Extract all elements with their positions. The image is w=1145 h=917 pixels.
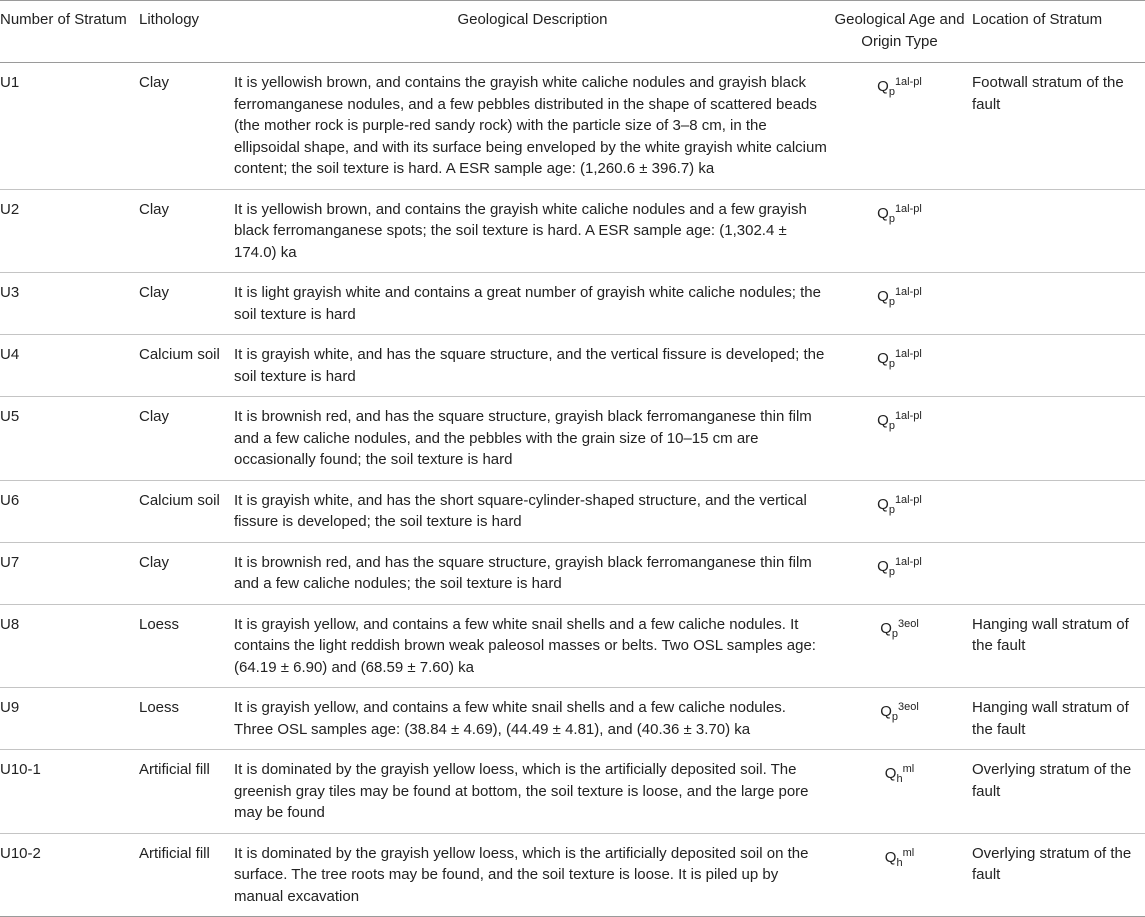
age-symbol [880, 697, 919, 729]
age-subscript: p [888, 212, 895, 225]
location-cell [968, 273, 1145, 335]
age-subscript: p [891, 711, 898, 723]
age-base-letter: Q [877, 412, 889, 429]
age-base-letter: Q [877, 288, 889, 305]
location-cell [968, 335, 1145, 397]
table-row [0, 542, 1145, 604]
age-cell [831, 273, 968, 335]
location-cell: Footwall stratum of the fault [968, 63, 1145, 190]
age-superscript: ml [902, 763, 915, 775]
stratum-number: U2 [0, 189, 137, 273]
age-symbol [885, 843, 914, 875]
header-lithology: Lithology [137, 1, 234, 63]
table-row [0, 480, 1145, 542]
header-age-line1: Geological Age and [834, 11, 965, 28]
header-description: Geological Description [234, 1, 831, 63]
age-superscript: 1al-pl [894, 348, 922, 360]
location-cell [968, 542, 1145, 604]
table-row [0, 604, 1145, 688]
age-superscript: 1al-pl [894, 286, 922, 298]
location-cell: Hanging wall stratum of the fault [968, 688, 1145, 750]
age-subscript: p [888, 420, 895, 432]
description-cell: It is yellowish brown, and contains the grayish white caliche nodules and a few grayish black ferromanganese spots; the soil texture is hard. A ESR sample age: (1,302.4 ± 174.0) ka [234, 189, 831, 273]
age-superscript: 3eol [898, 617, 919, 630]
description-cell: It is yellowish brown, and contains the grayish white caliche nodules and grayish black ferromanganese nodules, and a few pebbles distributed in the shape of scattered beads (the mother rock is purple-red sandy rock) with the particle size of 3–8 cm, in the ellipsoidal shape, and with its surface being enveloped by the white grayish white calcium content; the soil texture is hard. A ESR sample age: (1,260.6 ± 396.7) ka [234, 63, 831, 190]
header-row [0, 1, 1145, 63]
age-subscript: p [888, 358, 895, 370]
lithology-cell: Artificial fill [137, 833, 234, 917]
stratum-number: U10-2 [0, 833, 137, 917]
age-subscript: p [891, 627, 898, 640]
table-row [0, 273, 1145, 335]
age-base-letter: Q [880, 619, 892, 637]
lithology-cell: Loess [137, 688, 234, 750]
age-cell [831, 604, 968, 688]
age-subscript: p [888, 503, 895, 516]
age-subscript: h [896, 773, 903, 785]
stratum-number: U8 [0, 604, 137, 688]
age-symbol [877, 344, 922, 376]
age-symbol [877, 72, 922, 104]
stratum-number: U9 [0, 688, 137, 750]
age-base-letter: Q [884, 765, 897, 782]
age-subscript: h [896, 856, 903, 869]
stratum-number: U1 [0, 63, 137, 190]
header-age [831, 1, 968, 63]
age-cell [831, 335, 968, 397]
table-row [0, 189, 1145, 273]
lithology-cell: Artificial fill [137, 750, 234, 834]
table-row [0, 833, 1145, 917]
age-cell [831, 688, 968, 750]
age-superscript: 1al-pl [894, 76, 922, 88]
age-cell [831, 63, 968, 190]
age-cell [831, 189, 968, 273]
location-cell [968, 480, 1145, 542]
stratum-number: U6 [0, 480, 137, 542]
description-cell: It is brownish red, and has the square structure, grayish black ferromanganese thin film and a few caliche nodules, and the pebbles with the grain size of 10–15 cm are occasionally found; the soil texture is hard [234, 397, 831, 481]
location-cell [968, 397, 1145, 481]
age-symbol [877, 406, 922, 438]
age-subscript: p [888, 296, 895, 308]
age-base-letter: Q [877, 557, 889, 575]
description-cell: It is dominated by the grayish yellow loess, which is the artificially deposited soil on the surface. The tree roots may be found, and the soil texture is loose. It is piled up by manual excavation [234, 833, 831, 917]
stratum-number: U10-1 [0, 750, 137, 834]
age-base-letter: Q [880, 703, 892, 720]
location-cell: Overlying stratum of the fault [968, 750, 1145, 834]
header-age-line2: Origin Type [861, 32, 938, 50]
lithology-cell: Clay [137, 397, 234, 481]
table-body [0, 63, 1145, 917]
age-superscript: 1al-pl [894, 493, 922, 506]
description-cell: It is grayish white, and has the square structure, and the vertical fissure is developed; the soil texture is hard [234, 335, 831, 397]
age-cell [831, 833, 968, 917]
lithology-cell: Loess [137, 604, 234, 688]
age-cell [831, 397, 968, 481]
age-symbol [877, 490, 922, 522]
age-base-letter: Q [884, 848, 897, 866]
age-base-letter: Q [877, 204, 889, 222]
lithology-cell: Clay [137, 542, 234, 604]
lithology-cell: Clay [137, 273, 234, 335]
age-cell [831, 542, 968, 604]
age-superscript: 1al-pl [894, 555, 922, 568]
location-cell [968, 189, 1145, 273]
location-cell: Hanging wall stratum of the fault [968, 604, 1145, 688]
age-base-letter: Q [877, 495, 889, 513]
lithology-cell: Calcium soil [137, 480, 234, 542]
age-subscript: p [888, 86, 895, 98]
age-subscript: p [888, 565, 895, 578]
description-cell: It is light grayish white and contains a great number of grayish white caliche nodules; the soil texture is hard [234, 273, 831, 335]
description-cell: It is grayish yellow, and contains a few white snail shells and a few caliche nodules. It contains the light reddish brown weak paleosol masses or belts. Two OSL samples age: (64.19 ± 6.90) and (68.59 ± 7.60) ka [234, 604, 831, 688]
age-superscript: 1al-pl [894, 410, 922, 422]
age-base-letter: Q [877, 78, 889, 95]
table-row [0, 63, 1145, 190]
age-base-letter: Q [877, 350, 889, 367]
age-symbol [877, 552, 922, 584]
lithology-cell: Calcium soil [137, 335, 234, 397]
age-symbol [885, 759, 914, 791]
lithology-cell: Clay [137, 63, 234, 190]
table-row [0, 397, 1145, 481]
header-number: Number of Stratum [0, 1, 137, 63]
location-cell: Overlying stratum of the fault [968, 833, 1145, 917]
age-cell [831, 750, 968, 834]
age-symbol [877, 282, 922, 314]
description-cell: It is grayish white, and has the short square-cylinder-shaped structure, and the vertical fissure is developed; the soil texture is hard [234, 480, 831, 542]
stratum-number: U4 [0, 335, 137, 397]
table-row [0, 750, 1145, 834]
stratum-number: U3 [0, 273, 137, 335]
age-symbol [877, 199, 922, 231]
description-cell: It is brownish red, and has the square structure, grayish black ferromanganese thin film and a few caliche nodules; the soil texture is hard [234, 542, 831, 604]
age-cell [831, 480, 968, 542]
table-row [0, 688, 1145, 750]
description-cell: It is dominated by the grayish yellow loess, which is the artificially deposited soil. The greenish gray tiles may be found at bottom, the soil texture is loose, and the large pore may be found [234, 750, 831, 834]
stratum-number: U5 [0, 397, 137, 481]
age-superscript: 1al-pl [894, 202, 922, 215]
age-symbol [880, 614, 919, 646]
age-superscript: 3eol [898, 701, 919, 713]
stratum-number: U7 [0, 542, 137, 604]
header-location: Location of Stratum [968, 1, 1145, 63]
age-superscript: ml [902, 846, 915, 859]
description-cell: It is grayish yellow, and contains a few white snail shells and a few caliche nodules. Three OSL samples age: (38.84 ± 4.69), (44.49 ± 4.81), and (40.36 ± 3.70) ka [234, 688, 831, 750]
table-row [0, 335, 1145, 397]
lithology-cell: Clay [137, 189, 234, 273]
